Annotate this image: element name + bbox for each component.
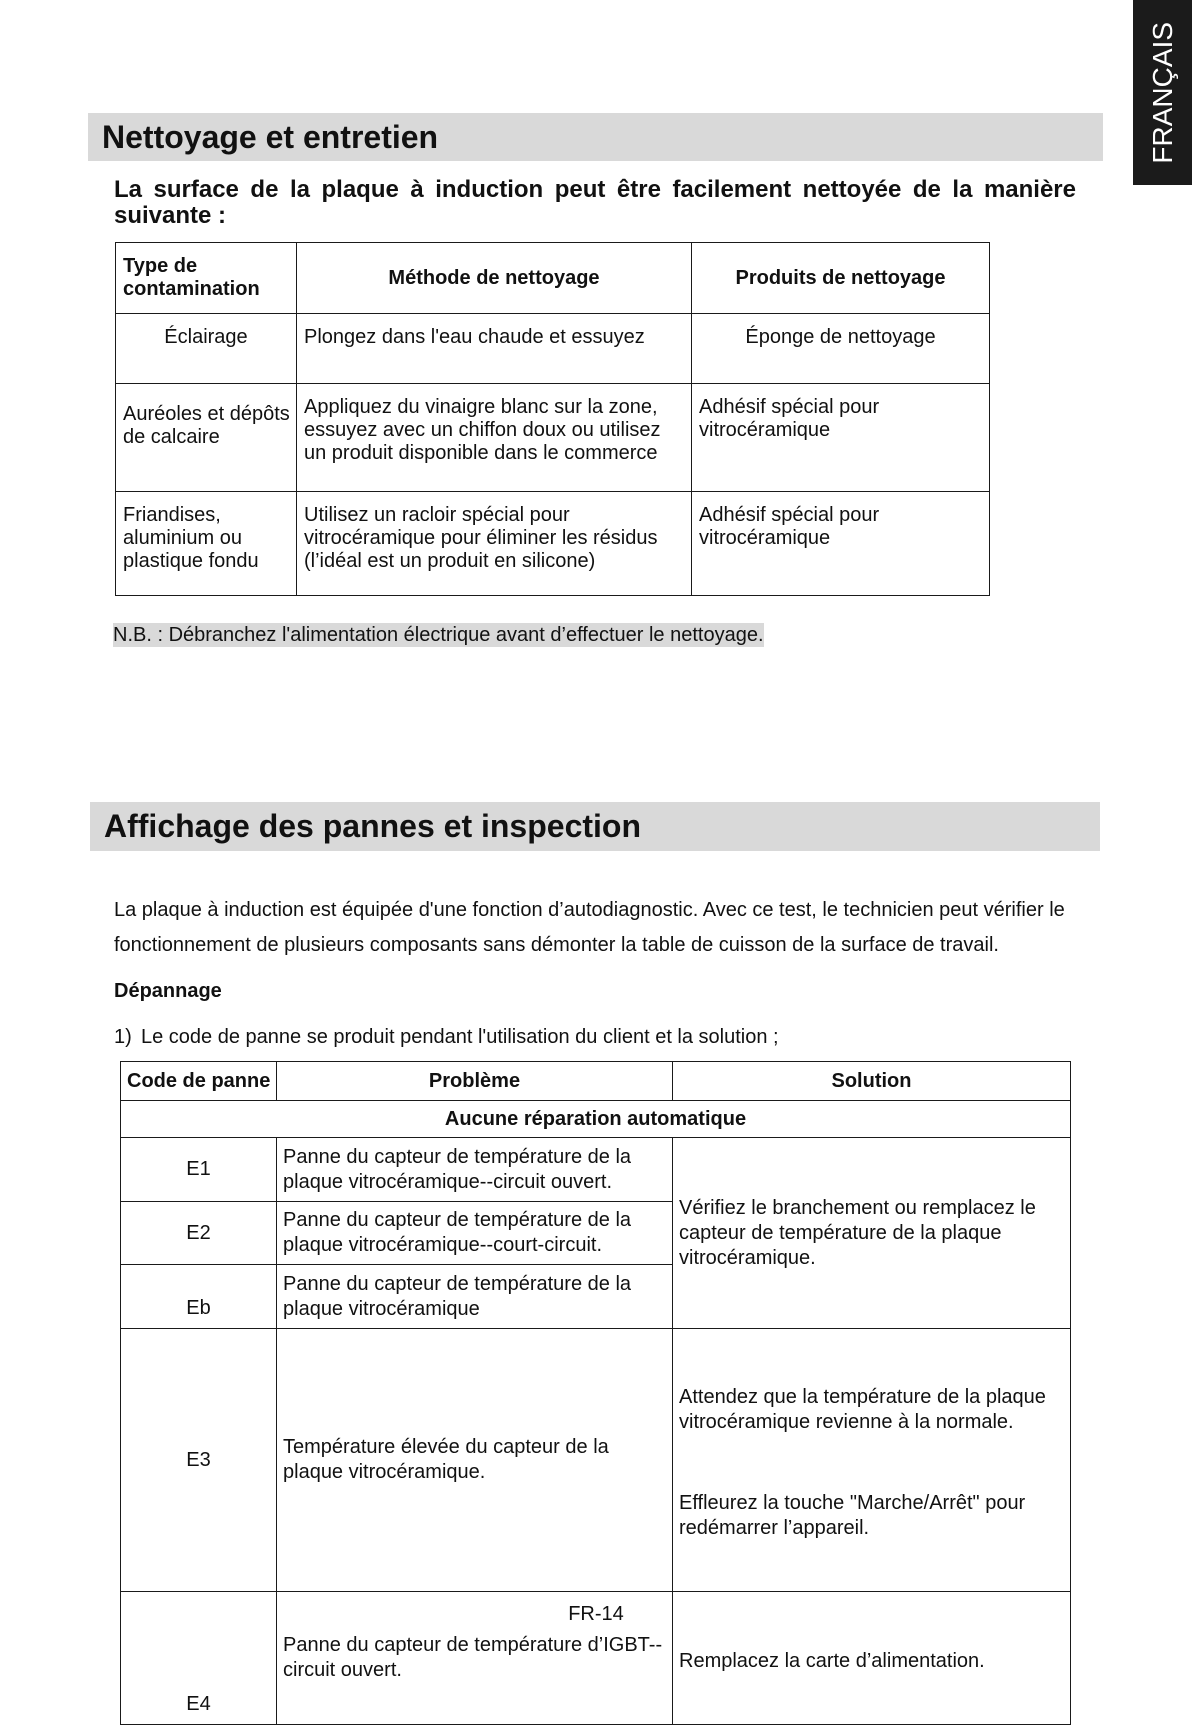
section-title-faults: Affichage des pannes et inspection: [104, 808, 641, 844]
fault-code-cell: E3: [121, 1329, 277, 1592]
contamination-type-cell: Friandises, aluminium ou plastique fondu: [116, 492, 297, 596]
table-row: [116, 314, 990, 384]
fault-solution-text: Attendez que la température de la plaque vitrocéramique revienne à la normale.: [679, 1386, 1046, 1433]
fault-solution-cell: [673, 1138, 1071, 1329]
cleaning-note: [113, 623, 764, 647]
fault-solution-cell: [673, 1329, 1071, 1592]
column-header-fault-code: Code de panne: [121, 1062, 277, 1101]
column-header-problem: Problème: [277, 1062, 673, 1101]
list-item-text: Le code de panne se produit pendant l'utilisation du client et la solution ;: [141, 1026, 779, 1048]
column-header-cleaning-method: Méthode de nettoyage: [297, 243, 692, 314]
cleaning-method-cell: Plongez dans l'eau chaude et essuyez: [297, 314, 692, 384]
table-row: [121, 1138, 1071, 1202]
list-item-number: 1): [114, 1026, 132, 1048]
fault-problem-cell: Panne du capteur de température de la plaque vitrocéramique--circuit ouvert.: [277, 1138, 673, 1202]
table-group-row: [121, 1101, 1071, 1138]
cleaning-method-cell: Appliquez du vinaigre blanc sur la zone, essuyez avec un chiffon doux ou utilisez un produit disponible dans le commerce: [297, 384, 692, 492]
column-header-contamination-type: Type de contamination: [116, 243, 297, 314]
cleaning-product-cell: Adhésif spécial pour vitrocéramique: [692, 384, 990, 492]
language-tab-label: FRANÇAIS: [1146, 21, 1178, 164]
page-number: FR-14: [568, 1603, 624, 1625]
cleaning-product-cell: Adhésif spécial pour vitrocéramique: [692, 492, 990, 596]
troubleshooting-heading: Dépannage: [114, 980, 222, 1002]
section-header-faults: [90, 802, 1100, 851]
section-title-cleaning: Nettoyage et entretien: [102, 119, 439, 155]
fault-problem-cell: Panne du capteur de température d’IGBT-- circuit ouvert.: [277, 1592, 673, 1725]
fault-problem-cell: Panne du capteur de température de la plaque vitrocéramique--court-circuit.: [277, 1202, 673, 1265]
fault-solution-text: Effleurez la touche "Marche/Arrêt" pour redémarrer l’appareil.: [679, 1492, 1026, 1539]
cleaning-methods-table: [115, 242, 990, 596]
fault-code-cell: E2: [121, 1202, 277, 1265]
group-label-no-auto-repair: Aucune réparation automatique: [121, 1101, 1071, 1138]
table-row: [116, 384, 990, 492]
faults-intro-line: La plaque à induction est équipée d'une fonction d’autodiagnostic. Avec ce test, le technicien peut vérifier le: [114, 899, 1065, 921]
language-tab: [1133, 0, 1192, 185]
fault-code-cell: E4: [121, 1592, 277, 1725]
table-header-row: [121, 1062, 1071, 1101]
fault-code-cell: Eb: [121, 1265, 277, 1329]
table-row: [116, 492, 990, 596]
fault-code-cell: E1: [121, 1138, 277, 1202]
column-header-cleaning-products: Produits de nettoyage: [692, 243, 990, 314]
cleaning-product-cell: Éponge de nettoyage: [692, 314, 990, 384]
section-header-cleaning: [88, 113, 1103, 161]
fault-problem-cell: Panne du capteur de température de la plaque vitrocéramique: [277, 1265, 673, 1329]
fault-solution-text: Vérifiez le branchement ou remplacez le capteur de température de la plaque vitrocéramique.: [679, 1196, 1036, 1269]
fault-solution-text: Remplacez la carte d’alimentation.: [679, 1650, 985, 1672]
contamination-type-cell: Auréoles et dépôts de calcaire: [116, 384, 297, 492]
cleaning-note-text: N.B. : Débranchez l'alimentation électrique avant d’effectuer le nettoyage.: [113, 624, 764, 646]
faults-intro-line: fonctionnement de plusieurs composants sans démonter la table de cuisson de la surface de travail.: [114, 934, 999, 956]
column-header-solution: Solution: [673, 1062, 1071, 1101]
cleaning-method-cell: Utilisez un racloir spécial pour vitrocéramique pour éliminer les résidus (l’idéal est un produit en silicone): [297, 492, 692, 596]
table-header-row: [116, 243, 990, 314]
fault-problem-cell: Température élevée du capteur de la plaque vitrocéramique.: [277, 1329, 673, 1592]
faults-intro-paragraph: [114, 893, 1065, 963]
contamination-type-cell: Éclairage: [116, 314, 297, 384]
cleaning-intro-text: La surface de la plaque à induction peut être facilement nettoyée de la manière suivante :: [114, 176, 1076, 229]
table-row: [121, 1329, 1071, 1592]
list-item: [114, 1025, 779, 1049]
